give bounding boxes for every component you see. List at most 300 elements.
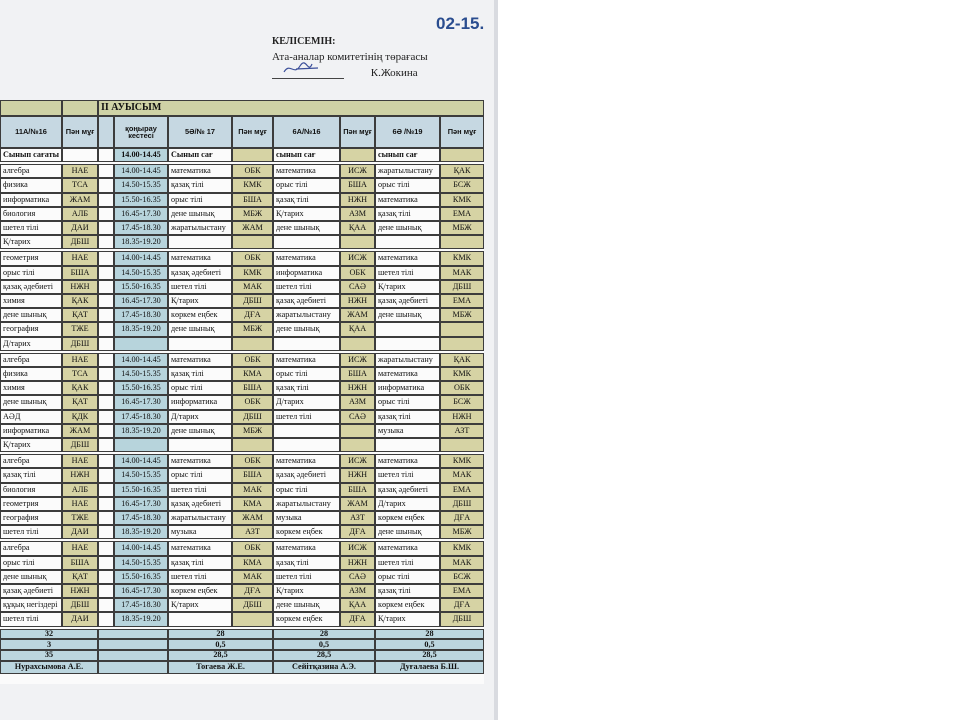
lesson-subject: қазақ тілі xyxy=(273,193,340,207)
teacher-code: ЕМА xyxy=(440,584,484,598)
teacher-code: ОБК xyxy=(232,353,273,367)
table-cell xyxy=(98,612,114,626)
lesson-subject: математика xyxy=(168,541,232,555)
lesson-subject: көркем еңбек xyxy=(375,598,440,612)
teacher-code: НАЕ xyxy=(62,164,98,178)
lesson-subject xyxy=(168,612,232,626)
teacher-code: ҚАА xyxy=(340,221,375,235)
lesson-subject xyxy=(273,438,340,452)
table-cell xyxy=(98,193,114,207)
lesson-subject: биология xyxy=(0,483,62,497)
teacher-code: БСЖ xyxy=(440,395,484,409)
lesson-subject: көркем еңбек xyxy=(168,584,232,598)
lesson-subject: музыка xyxy=(375,424,440,438)
lesson-subject: орыс тілі xyxy=(0,556,62,570)
lesson-subject: орыс тілі xyxy=(168,381,232,395)
teacher-code: МАК xyxy=(232,280,273,294)
teacher-code: ДҒА xyxy=(340,612,375,626)
bell-time: 18.35-19.20 xyxy=(114,235,168,249)
teacher-code xyxy=(340,337,375,351)
total-value: 28 xyxy=(273,629,375,640)
lesson-subject: шетел тілі xyxy=(375,556,440,570)
teacher-code: КМА xyxy=(232,367,273,381)
teacher-code: НЖН xyxy=(340,468,375,482)
lesson-subject: орыс тілі xyxy=(375,178,440,192)
teacher-code: ИСЖ xyxy=(340,164,375,178)
teacher-code: ҚАТ xyxy=(62,395,98,409)
lesson-subject: география xyxy=(0,511,62,525)
lesson-subject: шетел тілі xyxy=(273,280,340,294)
teacher-code: САӘ xyxy=(340,410,375,424)
teacher-code: АЗТ xyxy=(440,424,484,438)
bell-time: 18.35-19.20 xyxy=(114,322,168,336)
lesson-subject: қазақ әдебиеті xyxy=(168,266,232,280)
teacher-code xyxy=(340,235,375,249)
teacher-code: ИСЖ xyxy=(340,251,375,265)
lesson-subject: алгебра xyxy=(0,541,62,555)
teacher-code xyxy=(232,337,273,351)
lesson-subject: дене шынық xyxy=(0,570,62,584)
table-cell xyxy=(98,661,168,674)
lesson-subject: шетел тілі xyxy=(0,525,62,539)
table-cell xyxy=(98,178,114,192)
table-cell xyxy=(98,598,114,612)
bell-time: 16.45-17.30 xyxy=(114,207,168,221)
teacher-code xyxy=(440,235,484,249)
lesson-subject: математика xyxy=(375,251,440,265)
bell-time: 15.50-16.35 xyxy=(114,280,168,294)
teacher-code: КМК xyxy=(440,367,484,381)
lesson-subject: құқық негіздері xyxy=(0,598,62,612)
lesson-subject: математика xyxy=(168,454,232,468)
lesson-subject: жаратылыстану xyxy=(168,511,232,525)
teacher-code: БША xyxy=(232,468,273,482)
total-value: 35 xyxy=(0,650,98,661)
table-cell xyxy=(98,424,114,438)
lesson-subject: алгебра xyxy=(0,353,62,367)
bell-time: 14.50-15.35 xyxy=(114,178,168,192)
teacher-code: КМК xyxy=(440,454,484,468)
lesson-subject: химия xyxy=(0,294,62,308)
teacher-code xyxy=(440,438,484,452)
lesson-subject xyxy=(375,235,440,249)
lesson-subject: қазақ тілі xyxy=(273,381,340,395)
teacher-code: ЖАМ xyxy=(62,193,98,207)
lesson-subject: көркем еңбек xyxy=(375,511,440,525)
header-class-5a: 5Ә/№ 17 xyxy=(168,116,232,148)
teacher-code: ЕМА xyxy=(440,294,484,308)
document-code: 02-15. xyxy=(436,14,485,33)
bell-time: 18.35-19.20 xyxy=(114,612,168,626)
header-teacher: Пән мұғ xyxy=(340,116,375,148)
lesson-subject xyxy=(273,235,340,249)
total-value: 0,5 xyxy=(273,639,375,650)
lesson-subject: математика xyxy=(168,251,232,265)
lesson-subject: информатика xyxy=(273,266,340,280)
teacher-code: ДБШ xyxy=(440,280,484,294)
lesson-subject: орыс тілі xyxy=(273,483,340,497)
teacher-code: ДАИ xyxy=(62,525,98,539)
bell-time: 14.50-15.35 xyxy=(114,266,168,280)
bell-time: 15.50-16.35 xyxy=(114,570,168,584)
bell-time: 14.00-14.45 xyxy=(114,541,168,555)
teacher-code: БША xyxy=(340,367,375,381)
lesson-subject: АӘД xyxy=(0,410,62,424)
lesson-subject: дене шынық xyxy=(0,395,62,409)
bell-time: 14.00-14.45 xyxy=(114,454,168,468)
teacher-code: АЗТ xyxy=(340,511,375,525)
teacher-code: НЖН xyxy=(440,410,484,424)
lesson-subject xyxy=(168,235,232,249)
lesson-subject: математика xyxy=(273,454,340,468)
table-cell xyxy=(98,541,114,555)
lesson-subject: қазақ тілі xyxy=(168,367,232,381)
lesson-subject: дене шынық xyxy=(375,308,440,322)
lesson-subject: математика xyxy=(168,353,232,367)
lesson-subject: музыка xyxy=(273,511,340,525)
table-cell xyxy=(98,381,114,395)
signature-mark xyxy=(272,66,344,79)
teacher-code: ОБК xyxy=(440,381,484,395)
teacher-code: ДБШ xyxy=(232,598,273,612)
teacher-code: НЖН xyxy=(340,193,375,207)
lesson-subject: Қ/тарих xyxy=(168,294,232,308)
teacher-code: ИСЖ xyxy=(340,353,375,367)
teacher-code: МАК xyxy=(232,483,273,497)
teacher-code: ОБК xyxy=(232,251,273,265)
teacher-code: НЖН xyxy=(62,468,98,482)
bell-time: 15.50-16.35 xyxy=(114,193,168,207)
total-value: 0,5 xyxy=(375,639,484,650)
teacher-code: НАЕ xyxy=(62,454,98,468)
teacher-code: АЛБ xyxy=(62,483,98,497)
header-teacher: Пән мұғ xyxy=(232,116,273,148)
table-cell xyxy=(98,337,114,351)
lesson-subject: орыс тілі xyxy=(375,570,440,584)
banner-left xyxy=(62,100,98,116)
teacher-code: ОБК xyxy=(232,541,273,555)
lesson-subject: жаратылыстану xyxy=(273,497,340,511)
teacher-code: БСЖ xyxy=(440,570,484,584)
lesson-subject: музыка xyxy=(168,525,232,539)
table-cell xyxy=(98,438,114,452)
teacher-code: НАЕ xyxy=(62,541,98,555)
lesson-subject: шетел тілі xyxy=(168,483,232,497)
lesson-subject: жаратылыстану xyxy=(273,308,340,322)
lesson-subject: физика xyxy=(0,367,62,381)
class-hour-label: Сынып сағаты xyxy=(0,148,62,162)
teacher-code: ҚАК xyxy=(440,164,484,178)
lesson-subject: шетел тілі xyxy=(0,612,62,626)
bell-time: 18.35-19.20 xyxy=(114,525,168,539)
class-teacher-name: Нурахсымова А.Е. xyxy=(0,661,98,674)
lesson-subject: қазақ әдебиеті xyxy=(0,280,62,294)
approval-name: К.Жокина xyxy=(370,67,418,79)
table-cell xyxy=(98,251,114,265)
bell-time: 14.50-15.35 xyxy=(114,367,168,381)
lesson-subject: орыс тілі xyxy=(375,395,440,409)
bell-time: 18.35-19.20 xyxy=(114,424,168,438)
table-cell xyxy=(98,511,114,525)
teacher-code: БША xyxy=(232,193,273,207)
teacher-code: АЗМ xyxy=(340,207,375,221)
table-cell xyxy=(98,266,114,280)
header-class-6e: 6Ә /№19 xyxy=(375,116,440,148)
teacher-code: ҚАТ xyxy=(62,570,98,584)
teacher-code: ДБШ xyxy=(62,235,98,249)
teacher-code: ИСЖ xyxy=(340,454,375,468)
teacher-code: ҚАА xyxy=(340,322,375,336)
lesson-subject: көркем еңбек xyxy=(273,612,340,626)
bell-time: 14.00-14.45 xyxy=(114,251,168,265)
lesson-subject: химия xyxy=(0,381,62,395)
schedule-table xyxy=(0,100,484,684)
teacher-code: КМК xyxy=(440,193,484,207)
table-cell xyxy=(62,148,98,162)
teacher-code: ЖАМ xyxy=(232,511,273,525)
teacher-code: КМА xyxy=(232,556,273,570)
teacher-code: ОБК xyxy=(232,164,273,178)
lesson-subject: дене шынық xyxy=(273,221,340,235)
teacher-code: ДБШ xyxy=(62,337,98,351)
teacher-code: ЖАМ xyxy=(340,308,375,322)
table-cell xyxy=(232,148,273,162)
teacher-code: ЕМА xyxy=(440,483,484,497)
teacher-code: ДБШ xyxy=(440,497,484,511)
teacher-code: ДБШ xyxy=(62,438,98,452)
bell-time: 16.45-17.30 xyxy=(114,584,168,598)
teacher-code: ТСА xyxy=(62,367,98,381)
table-cell xyxy=(98,410,114,424)
teacher-code: КМК xyxy=(232,266,273,280)
teacher-code: ДБШ xyxy=(232,294,273,308)
teacher-code: МБЖ xyxy=(440,308,484,322)
teacher-code: БСЖ xyxy=(440,178,484,192)
bell-time: 16.45-17.30 xyxy=(114,497,168,511)
bell-time: 17.45-18.30 xyxy=(114,410,168,424)
total-value: 28,5 xyxy=(375,650,484,661)
lesson-subject: орыс тілі xyxy=(168,193,232,207)
lesson-subject: математика xyxy=(273,353,340,367)
bell-time: 14.00-14.45 xyxy=(114,148,168,162)
teacher-code: БША xyxy=(62,556,98,570)
total-value: 28 xyxy=(168,629,273,640)
teacher-code: МБЖ xyxy=(232,424,273,438)
teacher-code: БША xyxy=(62,266,98,280)
teacher-code: ОБК xyxy=(232,395,273,409)
lesson-subject: Д/тарих xyxy=(0,337,62,351)
lesson-subject xyxy=(375,337,440,351)
bell-time: 16.45-17.30 xyxy=(114,294,168,308)
lesson-subject: дене шынық xyxy=(273,598,340,612)
teacher-code: ДҒА xyxy=(340,525,375,539)
lesson-subject xyxy=(168,337,232,351)
teacher-code: ДҒА xyxy=(232,308,273,322)
teacher-code: ДҒА xyxy=(232,584,273,598)
class-teacher-name: Дуғалаева Б.Ш. xyxy=(375,661,484,674)
table-cell xyxy=(98,221,114,235)
lesson-subject: қазақ әдебиеті xyxy=(273,468,340,482)
lesson-subject: көркем еңбек xyxy=(168,308,232,322)
teacher-code: НЖН xyxy=(340,294,375,308)
table-cell xyxy=(98,294,114,308)
teacher-code: МБЖ xyxy=(440,221,484,235)
lesson-subject xyxy=(375,438,440,452)
teacher-code: ДБШ xyxy=(440,612,484,626)
bell-time: 14.50-15.35 xyxy=(114,468,168,482)
teacher-code: ЕМА xyxy=(440,207,484,221)
bell-time xyxy=(114,438,168,452)
teacher-code: НЖН xyxy=(340,556,375,570)
table-cell xyxy=(98,468,114,482)
teacher-code: ҚАТ xyxy=(62,308,98,322)
lesson-subject: шетел тілі xyxy=(0,221,62,235)
lesson-subject: Қ/тарих xyxy=(0,438,62,452)
lesson-subject: Д/тарих xyxy=(168,410,232,424)
lesson-subject: биология xyxy=(0,207,62,221)
lesson-subject: Қ/тарих xyxy=(273,207,340,221)
teacher-code: ТСА xyxy=(62,178,98,192)
lesson-subject: қазақ әдебиеті xyxy=(375,483,440,497)
lesson-subject: қазақ әдебиеті xyxy=(168,497,232,511)
lesson-subject: қазақ тілі xyxy=(375,207,440,221)
header-teacher: Пән мұғ xyxy=(62,116,98,148)
header-bell-schedule: қоңырау кестесі xyxy=(114,116,168,148)
teacher-code: ДАИ xyxy=(62,221,98,235)
lesson-subject: қазақ әдебиеті xyxy=(0,584,62,598)
teacher-code: ЖАМ xyxy=(340,497,375,511)
lesson-subject: орыс тілі xyxy=(273,367,340,381)
lesson-subject: қазақ тілі xyxy=(375,584,440,598)
lesson-subject: жаратылыстану xyxy=(375,353,440,367)
lesson-subject: информатика xyxy=(0,193,62,207)
teacher-code: МАК xyxy=(232,570,273,584)
lesson-subject: шетел тілі xyxy=(375,468,440,482)
teacher-code: НАЕ xyxy=(62,497,98,511)
lesson-subject: математика xyxy=(375,541,440,555)
teacher-code: ТЖЕ xyxy=(62,511,98,525)
teacher-code: КМК xyxy=(440,541,484,555)
lesson-subject: жаратылыстану xyxy=(375,164,440,178)
lesson-subject: информатика xyxy=(375,381,440,395)
bell-time: 17.45-18.30 xyxy=(114,511,168,525)
lesson-subject: дене шынық xyxy=(375,221,440,235)
lesson-subject: информатика xyxy=(168,395,232,409)
table-cell xyxy=(98,280,114,294)
lesson-subject: орыс тілі xyxy=(273,178,340,192)
teacher-code: ҚАК xyxy=(440,353,484,367)
lesson-subject: орыс тілі xyxy=(168,468,232,482)
teacher-code: МБЖ xyxy=(440,525,484,539)
bell-time: 15.50-16.35 xyxy=(114,381,168,395)
table-cell xyxy=(98,322,114,336)
bell-time: 14.00-14.45 xyxy=(114,164,168,178)
table-cell xyxy=(98,367,114,381)
teacher-code: КМК xyxy=(232,178,273,192)
total-value: 28 xyxy=(375,629,484,640)
teacher-code: НЖН xyxy=(62,280,98,294)
teacher-code: ОБК xyxy=(340,266,375,280)
table-cell xyxy=(98,308,114,322)
teacher-code: МАК xyxy=(440,266,484,280)
teacher-code: АЗМ xyxy=(340,584,375,598)
page-edge xyxy=(494,0,498,720)
table-cell xyxy=(98,395,114,409)
teacher-code: ДБШ xyxy=(62,598,98,612)
lesson-subject xyxy=(273,337,340,351)
table-cell xyxy=(98,148,114,162)
table-cell xyxy=(98,454,114,468)
header-class-6a: 6А/№16 xyxy=(273,116,340,148)
lesson-subject: шетел тілі xyxy=(168,280,232,294)
total-value: 28,5 xyxy=(168,650,273,661)
lesson-subject: жаратылыстану xyxy=(168,221,232,235)
table-cell xyxy=(98,556,114,570)
approval-signature-line xyxy=(272,66,428,79)
bell-time: 17.45-18.30 xyxy=(114,221,168,235)
lesson-subject: шетел тілі xyxy=(273,410,340,424)
lesson-subject xyxy=(375,322,440,336)
teacher-code: МБЖ xyxy=(232,207,273,221)
lesson-subject: қазақ тілі xyxy=(375,410,440,424)
lesson-subject: алгебра xyxy=(0,164,62,178)
teacher-code: БША xyxy=(340,178,375,192)
lesson-subject: қазақ тілі xyxy=(168,178,232,192)
lesson-subject: шетел тілі xyxy=(375,266,440,280)
table-cell xyxy=(98,629,168,640)
teacher-code xyxy=(340,424,375,438)
teacher-code: САӘ xyxy=(340,280,375,294)
table-cell xyxy=(98,497,114,511)
table-cell xyxy=(98,650,168,661)
class-teacher-name: Тогаева Ж.Е. xyxy=(168,661,273,674)
teacher-code: МАК xyxy=(440,556,484,570)
table-cell xyxy=(98,483,114,497)
teacher-code: ДҒА xyxy=(440,598,484,612)
lesson-subject: Қ/тарих xyxy=(0,235,62,249)
lesson-subject: математика xyxy=(375,454,440,468)
bell-time: 17.45-18.30 xyxy=(114,308,168,322)
total-value: 0,5 xyxy=(168,639,273,650)
teacher-code: НАЕ xyxy=(62,251,98,265)
lesson-subject: физика xyxy=(0,178,62,192)
lesson-subject: дене шынық xyxy=(168,424,232,438)
approval-heading: КЕЛІСЕМІН: xyxy=(272,36,336,47)
lesson-subject: қазақ тілі xyxy=(168,556,232,570)
table-cell xyxy=(98,353,114,367)
class-hour-label: сынып сағ xyxy=(273,148,340,162)
total-value: 28,5 xyxy=(273,650,375,661)
teacher-code xyxy=(440,322,484,336)
lesson-subject: математика xyxy=(375,367,440,381)
header-teacher: Пән мұғ xyxy=(440,116,484,148)
lesson-subject xyxy=(273,424,340,438)
lesson-subject: география xyxy=(0,322,62,336)
lesson-subject: Д/тарих xyxy=(375,497,440,511)
lesson-subject: қазақ әдебиеті xyxy=(273,294,340,308)
teacher-code: ОБК xyxy=(232,454,273,468)
teacher-code: МБЖ xyxy=(232,322,273,336)
teacher-code: АЗТ xyxy=(232,525,273,539)
lesson-subject: дене шынық xyxy=(273,322,340,336)
bell-time xyxy=(114,337,168,351)
lesson-subject: информатика xyxy=(0,424,62,438)
table-cell xyxy=(98,639,168,650)
teacher-code: ЖАМ xyxy=(232,221,273,235)
table-cell xyxy=(98,164,114,178)
teacher-code: КМА xyxy=(232,497,273,511)
teacher-code xyxy=(232,235,273,249)
